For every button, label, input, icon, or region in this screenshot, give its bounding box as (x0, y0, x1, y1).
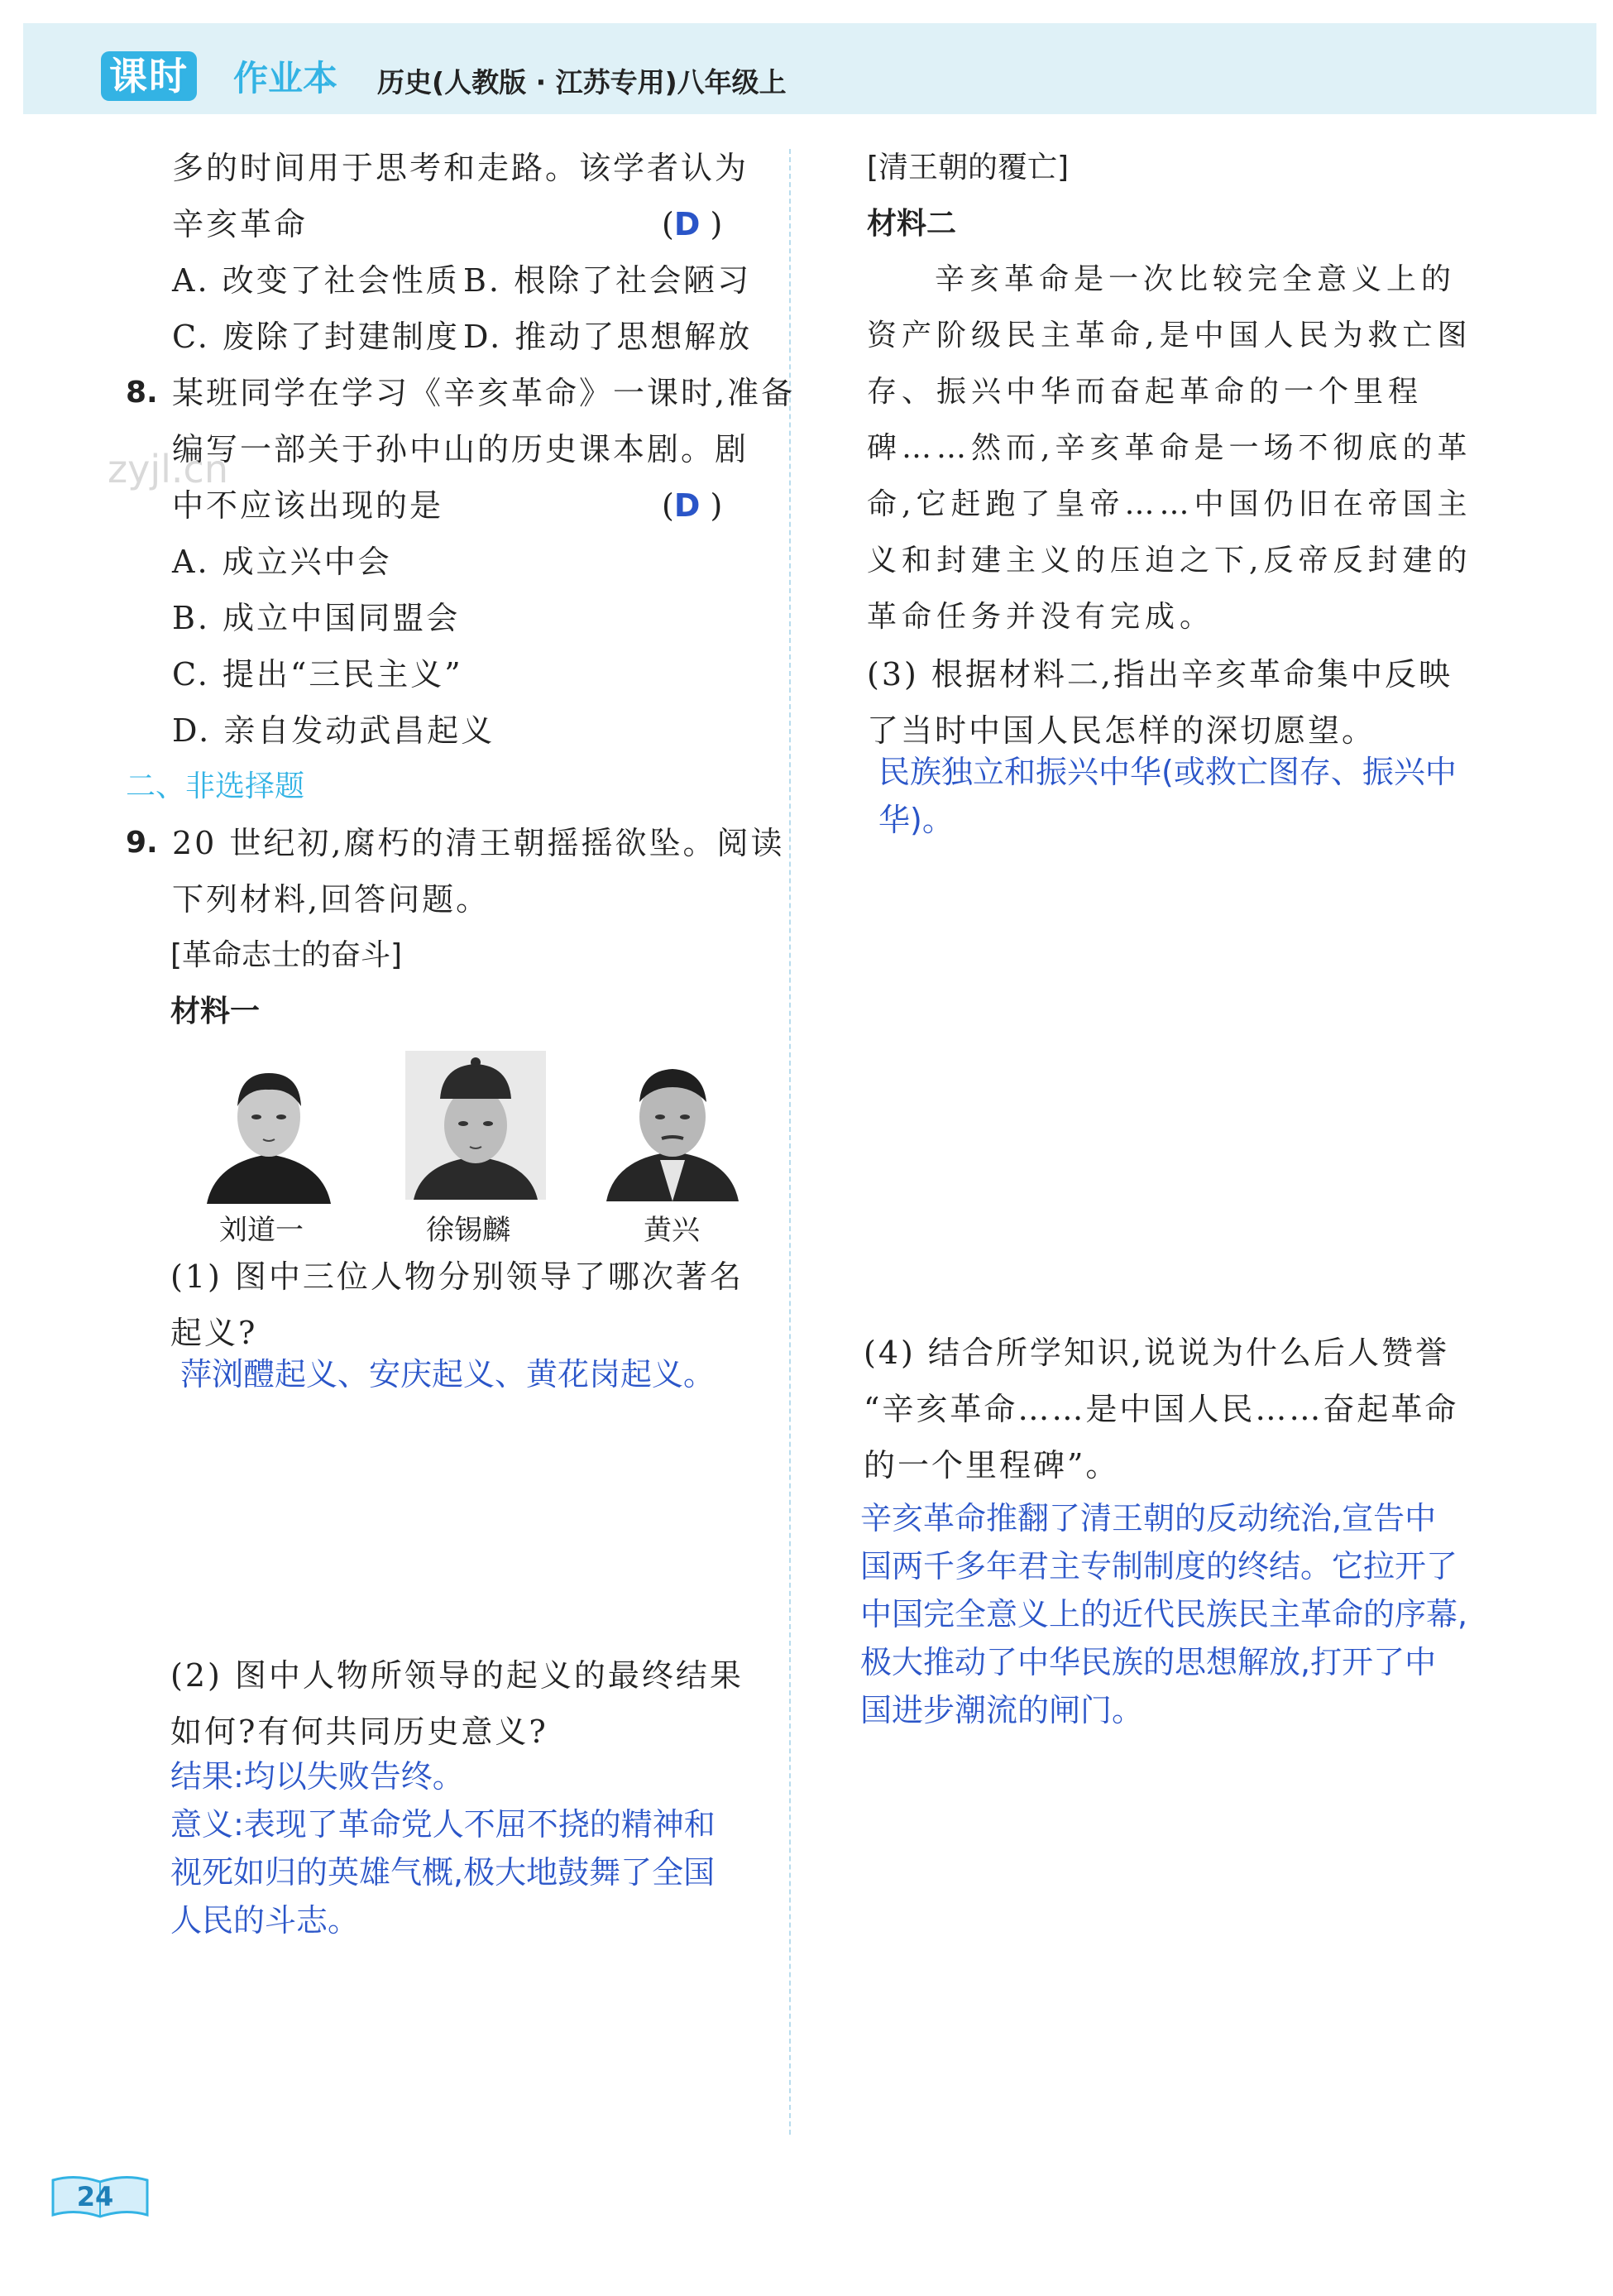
sub3-answer-line1: 民族独立和振兴中华(或救亡图存、振兴中 (878, 754, 1457, 790)
material-two-line2: 资产阶级民主革命,是中国人民为救亡图 (867, 319, 1472, 352)
q7-option-a: A. 改变了社会性质 (172, 262, 460, 299)
q8-option-b: B. 成立中国同盟会 (172, 600, 461, 636)
q7-option-d: D. 推动了思想解放 (463, 319, 753, 355)
q7-continuation-line2: 辛亥革命 (172, 206, 309, 242)
caption-liu-daoyi: 刘道一 (219, 1214, 304, 1247)
sub4-answer-line3: 中国完全意义上的近代民族民主革命的序幕, (860, 1596, 1468, 1632)
material-one-label: 材料一 (170, 995, 261, 1028)
material-two-line5: 命,它赶跑了皇帝……中国仍旧在帝国主 (867, 487, 1472, 521)
q7-option-c: C. 废除了封建制度 (172, 319, 460, 355)
sub1-question-line2: 起义? (170, 1315, 258, 1351)
q9-stem-line1: 20 世纪初,腐朽的清王朝摇摇欲坠。阅读 (172, 825, 785, 861)
material-two-line6: 义和封建主义的压迫之下,反帝反封建的 (867, 544, 1472, 578)
q7-option-b: B. 根除了社会陋习 (463, 262, 752, 299)
portrait-huang-xing (602, 1052, 743, 1201)
sub4-question-line2: “辛亥革命……是中国人民……奋起革命 (864, 1391, 1459, 1427)
caption-xu-xilin: 徐锡麟 (426, 1214, 510, 1247)
box-heading-revolutionaries: [革命志士的奋斗] (170, 938, 403, 972)
sub2-answer-line3: 视死如归的英雄气概,极大地鼓舞了全国 (170, 1854, 716, 1891)
material-two-line4: 碑……然而,辛亥革命是一场不彻底的革 (867, 431, 1472, 465)
material-two-label: 材料二 (867, 207, 957, 241)
sub4-answer-line5: 国进步潮流的闸门。 (860, 1692, 1144, 1728)
q8-answer: D (673, 487, 701, 524)
q7-continuation-line1: 多的时间用于思考和走路。该学者认为 (172, 150, 749, 186)
page-number: 24 (76, 2181, 114, 2212)
subject-title: 历史(人教版 · 江苏专用)八年级上 (377, 66, 787, 98)
sub2-question-line2: 如何?有何共同历史意义? (170, 1714, 548, 1750)
logo-keshi: 课时 (101, 51, 197, 101)
q8-stem-line3: 中不应该出现的是 (172, 487, 444, 524)
sub2-answer-line4: 人民的斗志。 (170, 1902, 360, 1939)
q7-answer: D (673, 206, 701, 242)
sub3-question-line2: 了当时中国人民怎样的深切愿望。 (867, 712, 1376, 749)
sub4-question-line3: 的一个里程碑”。 (864, 1447, 1120, 1484)
q8-answer-bracket: (D ) (662, 487, 723, 524)
section-heading-nonchoice: 二、非选择题 (126, 769, 305, 803)
q7-answer-bracket: (D ) (662, 206, 723, 242)
material-two-line7: 革命任务并没有完成。 (867, 600, 1215, 634)
box-heading-qing-fall: [清王朝的覆亡] (867, 151, 1070, 185)
caption-huang-xing: 黄兴 (644, 1214, 700, 1247)
column-divider (789, 149, 791, 2135)
sub2-answer-line2: 意义:表现了革命党人不屈不挠的精神和 (170, 1806, 716, 1843)
q8-option-c: C. 提出“三民主义” (172, 656, 463, 693)
q8-stem-line2: 编写一部关于孙中山的历史课本剧。剧 (172, 431, 749, 467)
q8-number: 8. (126, 376, 158, 410)
material-two-line1: 辛亥革命是一次比较完全意义上的 (935, 262, 1457, 296)
sub4-question-line1: (4) 结合所学知识,说说为什么后人赞誉 (864, 1335, 1449, 1371)
sub1-answer: 萍浏醴起义、安庆起义、黄花岗起义。 (180, 1356, 716, 1392)
portrait-liu-daoyi (199, 1055, 339, 1204)
sub4-answer-line1: 辛亥革命推翻了清王朝的反动统治,宣告中 (860, 1500, 1437, 1536)
logo-zuoyeben: 作业本 (233, 58, 338, 98)
material-two-line3: 存、振兴中华而奋起革命的一个里程 (867, 375, 1424, 409)
sub3-answer-line2: 华)。 (878, 802, 954, 838)
sub3-question-line1: (3) 根据材料二,指出辛亥革命集中反映 (867, 656, 1453, 693)
sub4-answer-line4: 极大推动了中华民族的思想解放,打开了中 (860, 1644, 1437, 1680)
q8-stem-line1: 某班同学在学习《辛亥革命》一课时,准备 (172, 375, 796, 411)
portrait-xu-xilin (405, 1051, 546, 1200)
sub4-answer-line2: 国两千多年君主专制制度的终结。它拉开了 (860, 1548, 1458, 1584)
sub2-question-line1: (2) 图中人物所领导的起义的最终结果 (170, 1657, 744, 1694)
watermark: zyjl.cn (108, 447, 228, 491)
q9-number: 9. (126, 826, 158, 860)
sub2-answer-line1: 结果:均以失败告终。 (170, 1758, 464, 1795)
sub1-question-line1: (1) 图中三位人物分别领导了哪次著名 (170, 1258, 744, 1295)
q8-option-d: D. 亲自发动武昌起义 (172, 712, 495, 749)
q9-stem-line2: 下列材料,回答问题。 (172, 881, 491, 918)
q8-option-a: A. 成立兴中会 (172, 544, 392, 580)
